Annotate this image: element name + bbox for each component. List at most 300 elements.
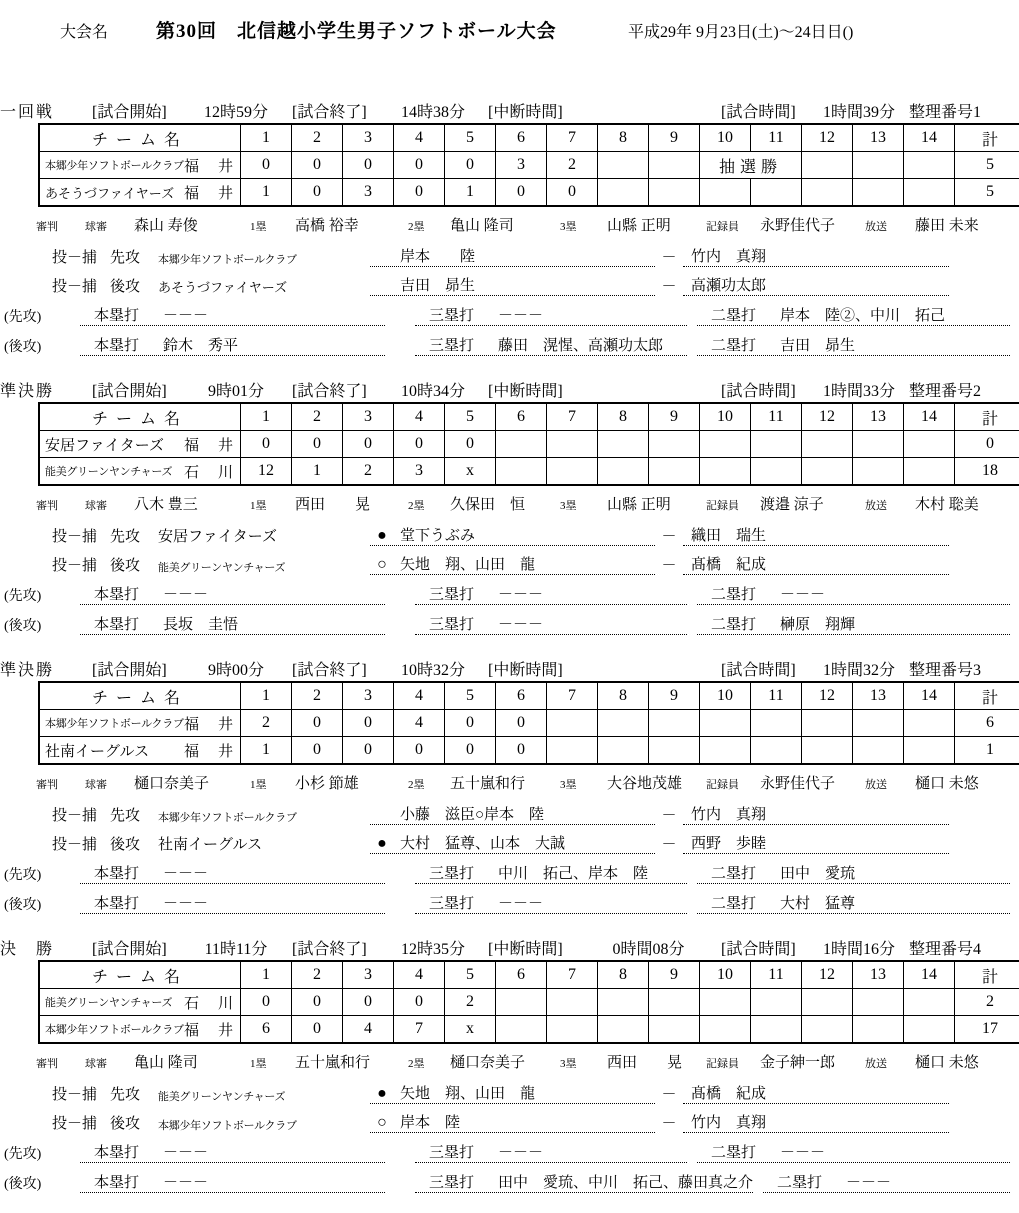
team-row <box>39 710 1019 737</box>
inning-score <box>598 431 649 458</box>
inning-header: 8 <box>598 403 649 431</box>
inning-header: 6 <box>496 682 547 710</box>
inning-header: 14 <box>904 682 955 710</box>
inning-score: 1 <box>241 737 292 765</box>
homerun-field <box>80 583 385 605</box>
inning-score <box>853 458 904 486</box>
homerun-label: 本塁打 <box>80 862 139 883</box>
pitcher-field <box>370 274 655 296</box>
inning-score: 0 <box>445 737 496 765</box>
team-cell <box>39 989 241 1016</box>
inning-score: 12 <box>241 458 292 486</box>
double-label: 二塁打 <box>697 892 756 913</box>
triple-field <box>415 583 687 605</box>
end-time: 10時34分 <box>378 378 488 401</box>
hits-row-top <box>4 299 1010 326</box>
third-base-label: 3塁 <box>560 218 607 234</box>
game-section-1 <box>0 99 1019 356</box>
second-base-umpire-name: 亀山 隆司 <box>450 214 560 235</box>
side-label: 後攻 <box>110 833 158 854</box>
team-name: 能美グリーンヤンチャーズ <box>45 994 172 1010</box>
inning-score <box>904 431 955 458</box>
plate-umpire-name: 樋口奈美子 <box>134 772 250 793</box>
battery-row-top <box>52 519 949 546</box>
pitcher-field <box>370 524 655 546</box>
team-name: 本郷少年ソフトボールクラブ <box>45 715 184 731</box>
triple-label: 三塁打 <box>415 1171 474 1192</box>
inning-header: 12 <box>802 961 853 989</box>
game-section-3 <box>0 657 1019 914</box>
double-label: 二塁打 <box>697 583 756 604</box>
triple-value: 田中 愛琉、中川 拓己、藤田真之介 <box>498 1171 753 1192</box>
inning-score <box>751 179 802 207</box>
pitcher-names: 小藤 滋臣○岸本 陸 <box>394 803 544 824</box>
triple-label: 三塁打 <box>415 304 474 325</box>
second-base-label: 2塁 <box>408 1055 450 1071</box>
duration-time: 1時間39分 <box>809 99 909 122</box>
team-cell <box>39 431 241 458</box>
umpire-label: 審判 <box>36 776 85 792</box>
plate-umpire-label: 球審 <box>85 1055 134 1071</box>
team-name: 本郷少年ソフトボールクラブ <box>45 157 184 173</box>
inning-score: 0 <box>292 737 343 765</box>
inning-score <box>598 458 649 486</box>
side-label: 先攻 <box>110 525 158 546</box>
third-base-umpire-name: 山縣 正明 <box>607 493 706 514</box>
hits-side-label: (先攻) <box>4 306 60 326</box>
duration-time: 1時間33分 <box>809 378 909 401</box>
inning-header: 2 <box>292 961 343 989</box>
inning-header: 6 <box>496 403 547 431</box>
inning-header: 11 <box>751 682 802 710</box>
inning-header: 8 <box>598 682 649 710</box>
serial-number: 整理番号2 <box>909 378 1019 401</box>
double-field <box>697 334 1010 356</box>
battery-dash: － <box>655 804 683 825</box>
inning-score <box>802 152 853 179</box>
double-field <box>697 613 1010 635</box>
triple-label: 三塁打 <box>415 862 474 883</box>
inning-score <box>904 458 955 486</box>
win-loss-mark: ○ <box>370 556 394 574</box>
triple-value: －－－ <box>498 1141 543 1162</box>
catcher-name: 髙橋 紀成 <box>683 553 949 575</box>
inning-score <box>700 989 751 1016</box>
pitcher-field <box>370 832 655 854</box>
battery-label: 投－捕 <box>52 833 110 854</box>
catcher-name: 織田 瑞生 <box>683 524 949 546</box>
pitcher-field <box>370 1082 655 1104</box>
hits-side-label: (先攻) <box>4 864 60 884</box>
team-cell-inner <box>40 1019 240 1040</box>
score-header-row <box>39 682 1019 710</box>
win-loss-mark: ● <box>370 1085 394 1103</box>
team-row <box>39 152 1019 179</box>
team-cell-inner <box>40 713 240 734</box>
battery-row-bottom <box>52 1106 949 1133</box>
total-score: 1 <box>955 737 1019 765</box>
end-label: [試合終了] <box>292 378 378 401</box>
inning-score <box>496 431 547 458</box>
tournament-date: 平成29年 9月23日(土)～24日日() <box>628 19 853 42</box>
end-label: [試合終了] <box>292 657 378 680</box>
double-field <box>697 304 1010 326</box>
inning-score <box>700 458 751 486</box>
team-cell-inner <box>40 740 240 761</box>
inning-header: 8 <box>598 124 649 152</box>
hits-side-label: (後攻) <box>4 894 60 914</box>
battery-row-top <box>52 798 949 825</box>
inning-score <box>649 710 700 737</box>
inning-score: 0 <box>496 737 547 765</box>
hits-row-top <box>4 1136 1010 1163</box>
battery-dash: － <box>655 525 683 546</box>
team-prefecture: 福 井 <box>184 182 235 203</box>
triple-value: 藤田 滉惺、高瀬功太郎 <box>498 334 663 355</box>
serial-number: 整理番号4 <box>909 936 1019 959</box>
inning-header: 14 <box>904 124 955 152</box>
first-base-umpire-name: 高橋 裕幸 <box>295 214 408 235</box>
inning-score: 0 <box>394 989 445 1016</box>
inning-header: 13 <box>853 124 904 152</box>
inning-score: 0 <box>445 431 496 458</box>
inning-score: 2 <box>241 710 292 737</box>
inning-score: 2 <box>547 152 598 179</box>
hits-row-bottom <box>4 608 1010 635</box>
pitcher-field <box>370 803 655 825</box>
interruption-label: [中断時間] <box>488 936 576 959</box>
officials-row <box>36 493 1019 517</box>
total-header: 計 <box>955 682 1019 710</box>
homerun-label: 本塁打 <box>80 613 139 634</box>
announcer-name: 樋口 未悠 <box>915 1051 1019 1072</box>
double-label: 二塁打 <box>697 304 756 325</box>
battery-label: 投－捕 <box>52 1083 110 1104</box>
start-label: [試合開始] <box>92 936 180 959</box>
triple-field <box>415 1171 753 1193</box>
second-base-label: 2塁 <box>408 218 450 234</box>
team-prefecture: 福 井 <box>184 713 235 734</box>
inning-score <box>904 1016 955 1044</box>
inning-score: 0 <box>496 710 547 737</box>
homerun-field <box>80 1141 385 1163</box>
hits-side-label: (後攻) <box>4 1173 60 1193</box>
triple-field <box>415 334 687 356</box>
inning-score: 0 <box>292 989 343 1016</box>
double-field <box>697 1141 1010 1163</box>
score-table <box>38 681 1019 765</box>
inning-header: 11 <box>751 961 802 989</box>
team-cell-inner <box>40 434 240 455</box>
inning-score: 0 <box>445 152 496 179</box>
first-base-label: 1塁 <box>250 218 295 234</box>
inning-score <box>853 152 904 179</box>
triple-value: －－－ <box>498 892 543 913</box>
inning-score <box>853 1016 904 1044</box>
inning-score <box>802 431 853 458</box>
round-name: 準決勝 <box>0 657 92 680</box>
inning-score: 0 <box>292 152 343 179</box>
inning-score: 0 <box>496 179 547 207</box>
inning-score <box>751 737 802 765</box>
inning-header: 9 <box>649 403 700 431</box>
team-row <box>39 737 1019 765</box>
team-cell <box>39 710 241 737</box>
inning-header: 11 <box>751 403 802 431</box>
inning-header: 3 <box>343 961 394 989</box>
total-score: 18 <box>955 458 1019 486</box>
battery-dash: － <box>655 554 683 575</box>
side-label: 後攻 <box>110 275 158 296</box>
inning-score <box>802 710 853 737</box>
double-value: 吉田 昴生 <box>780 334 855 355</box>
homerun-field <box>80 1171 385 1193</box>
scorer-name: 永野佳代子 <box>760 214 865 235</box>
inning-score: 1 <box>292 458 343 486</box>
inning-header: 7 <box>547 403 598 431</box>
battery-row-bottom <box>52 269 949 296</box>
team-cell-inner <box>40 461 240 482</box>
double-value: 榊原 翔輝 <box>780 613 855 634</box>
inning-score <box>751 431 802 458</box>
inning-header: 11 <box>751 124 802 152</box>
duration-label: [試合時間] <box>721 657 809 680</box>
battery-dash: － <box>655 275 683 296</box>
serial-number: 整理番号1 <box>909 99 1019 122</box>
score-header-row <box>39 124 1019 152</box>
plate-umpire-name: 森山 寿俊 <box>134 214 250 235</box>
pitcher-names: 吉田 昴生 <box>394 274 475 295</box>
pitcher-field <box>370 245 655 267</box>
inning-score <box>649 737 700 765</box>
scorer-name: 渡邉 涼子 <box>760 493 865 514</box>
team-cell <box>39 458 241 486</box>
triple-field <box>415 1141 687 1163</box>
duration-label: [試合時間] <box>721 936 809 959</box>
scorer-label: 記録員 <box>706 218 760 234</box>
double-label: 二塁打 <box>763 1171 822 1192</box>
team-row <box>39 989 1019 1016</box>
inning-header: 13 <box>853 682 904 710</box>
inning-header: 1 <box>241 682 292 710</box>
inning-score <box>751 989 802 1016</box>
game-header <box>0 378 1019 400</box>
team-cell <box>39 737 241 765</box>
battery-team-name: 安居ファイターズ <box>158 525 370 546</box>
inning-score <box>853 989 904 1016</box>
double-field <box>697 862 1010 884</box>
inning-score: x <box>445 458 496 486</box>
battery-row-bottom <box>52 827 949 854</box>
total-header: 計 <box>955 961 1019 989</box>
double-field <box>697 892 1010 914</box>
inning-score: 2 <box>445 989 496 1016</box>
inning-header: 10 <box>700 403 751 431</box>
team-row <box>39 179 1019 207</box>
inning-score: 3 <box>394 458 445 486</box>
inning-score <box>547 710 598 737</box>
battery-label: 投－捕 <box>52 1112 110 1133</box>
inning-score: 1 <box>445 179 496 207</box>
plate-umpire-label: 球審 <box>85 218 134 234</box>
triple-label: 三塁打 <box>415 1141 474 1162</box>
team-cell-inner <box>40 182 240 203</box>
pitcher-field <box>370 1111 655 1133</box>
inning-header: 10 <box>700 124 751 152</box>
inning-header: 9 <box>649 124 700 152</box>
homerun-label: 本塁打 <box>80 1171 139 1192</box>
battery-team-name: 本郷少年ソフトボールクラブ <box>158 251 370 267</box>
triple-label: 三塁打 <box>415 334 474 355</box>
battery-row-top <box>52 1077 949 1104</box>
inning-score: 0 <box>343 152 394 179</box>
inning-score: 0 <box>241 989 292 1016</box>
round-name: 決 勝 <box>0 936 92 959</box>
battery-label: 投－捕 <box>52 275 110 296</box>
team-prefecture: 福 井 <box>184 740 235 761</box>
inning-score: 3 <box>343 179 394 207</box>
team-cell-inner <box>40 155 240 176</box>
announcer-label: 放送 <box>865 218 915 234</box>
inning-header: 12 <box>802 682 853 710</box>
catcher-name: 高瀬功太郎 <box>683 274 949 296</box>
duration-label: [試合時間] <box>721 99 809 122</box>
triple-label: 三塁打 <box>415 613 474 634</box>
homerun-field <box>80 304 385 326</box>
homerun-label: 本塁打 <box>80 334 139 355</box>
triple-value: －－－ <box>498 583 543 604</box>
total-score: 5 <box>955 152 1019 179</box>
double-value: 岸本 陸②、中川 拓己 <box>780 304 945 325</box>
battery-dash: － <box>655 1083 683 1104</box>
battery-label: 投－捕 <box>52 525 110 546</box>
inning-score <box>598 710 649 737</box>
first-base-label: 1塁 <box>250 776 295 792</box>
inning-score <box>547 458 598 486</box>
inning-score <box>649 1016 700 1044</box>
homerun-label: 本塁打 <box>80 304 139 325</box>
inning-header: 1 <box>241 124 292 152</box>
second-base-label: 2塁 <box>408 776 450 792</box>
interruption-label: [中断時間] <box>488 99 576 122</box>
pitcher-field <box>370 553 655 575</box>
team-row <box>39 1016 1019 1044</box>
team-name-header: チーム名 <box>39 682 241 710</box>
double-value: 田中 愛琉 <box>780 862 855 883</box>
battery-row-bottom <box>52 548 949 575</box>
game-header <box>0 99 1019 121</box>
pitcher-names: 岸本 陸 <box>394 245 475 266</box>
inning-score: 6 <box>241 1016 292 1044</box>
inning-score: 0 <box>241 152 292 179</box>
inning-header: 2 <box>292 682 343 710</box>
inning-header: 4 <box>394 403 445 431</box>
homerun-value: －－－ <box>163 862 208 883</box>
team-cell <box>39 152 241 179</box>
inning-header: 13 <box>853 961 904 989</box>
homerun-label: 本塁打 <box>80 892 139 913</box>
inning-score <box>904 152 955 179</box>
announcer-name: 藤田 未来 <box>915 214 1019 235</box>
team-cell-inner <box>40 992 240 1013</box>
total-score: 5 <box>955 179 1019 207</box>
tournament-name: 第30回 北信越小学生男子ソフトボール大会 <box>156 16 628 43</box>
score-table <box>38 960 1019 1044</box>
scorer-name: 金子紳一郎 <box>760 1051 865 1072</box>
inning-score <box>649 431 700 458</box>
interruption-label: [中断時間] <box>488 378 576 401</box>
battery-team-name: あそうづファイヤーズ <box>158 277 370 296</box>
officials-row <box>36 214 1019 238</box>
inning-score: 4 <box>394 710 445 737</box>
hits-side-label: (先攻) <box>4 585 60 605</box>
lottery-win-note: 抽選勝 <box>700 152 802 179</box>
inning-score: 0 <box>394 179 445 207</box>
total-header: 計 <box>955 124 1019 152</box>
inning-header: 14 <box>904 961 955 989</box>
total-score: 0 <box>955 431 1019 458</box>
inning-header: 5 <box>445 403 496 431</box>
inning-score: 0 <box>292 1016 343 1044</box>
first-base-label: 1塁 <box>250 497 295 513</box>
start-label: [試合開始] <box>92 99 180 122</box>
win-loss-mark: ● <box>370 527 394 545</box>
hits-side-label: (後攻) <box>4 615 60 635</box>
team-name: あそうづファイヤーズ <box>45 183 174 202</box>
triple-field <box>415 613 687 635</box>
third-base-umpire-name: 大谷地茂雄 <box>607 772 706 793</box>
inning-score <box>853 710 904 737</box>
end-time: 10時32分 <box>378 657 488 680</box>
inning-score <box>751 1016 802 1044</box>
inning-score <box>547 431 598 458</box>
inning-header: 12 <box>802 124 853 152</box>
inning-score: 0 <box>547 179 598 207</box>
catcher-name: 竹内 真翔 <box>683 245 949 267</box>
third-base-label: 3塁 <box>560 776 607 792</box>
third-base-label: 3塁 <box>560 497 607 513</box>
side-label: 後攻 <box>110 1112 158 1133</box>
announcer-label: 放送 <box>865 497 915 513</box>
team-name-header: チーム名 <box>39 403 241 431</box>
inning-score: 0 <box>343 989 394 1016</box>
battery-team-name: 能美グリーンヤンチャーズ <box>158 1088 370 1104</box>
inning-header: 5 <box>445 682 496 710</box>
inning-header: 1 <box>241 961 292 989</box>
triple-value: 中川 拓己、岸本 陸 <box>498 862 648 883</box>
inning-score <box>547 989 598 1016</box>
announcer-label: 放送 <box>865 1055 915 1071</box>
inning-score: 0 <box>394 737 445 765</box>
pitcher-names: 岸本 陸 <box>394 1111 460 1132</box>
umpire-label: 審判 <box>36 1055 85 1071</box>
umpire-label: 審判 <box>36 497 85 513</box>
inning-header: 5 <box>445 124 496 152</box>
inning-score <box>853 179 904 207</box>
homerun-field <box>80 613 385 635</box>
inning-header: 9 <box>649 961 700 989</box>
side-label: 先攻 <box>110 1083 158 1104</box>
inning-score <box>598 1016 649 1044</box>
inning-header: 2 <box>292 403 343 431</box>
officials-row <box>36 772 1019 796</box>
second-base-umpire-name: 五十嵐和行 <box>450 772 560 793</box>
inning-score <box>700 737 751 765</box>
inning-score: 0 <box>292 710 343 737</box>
serial-number: 整理番号3 <box>909 657 1019 680</box>
inning-header: 3 <box>343 403 394 431</box>
inning-score <box>904 737 955 765</box>
